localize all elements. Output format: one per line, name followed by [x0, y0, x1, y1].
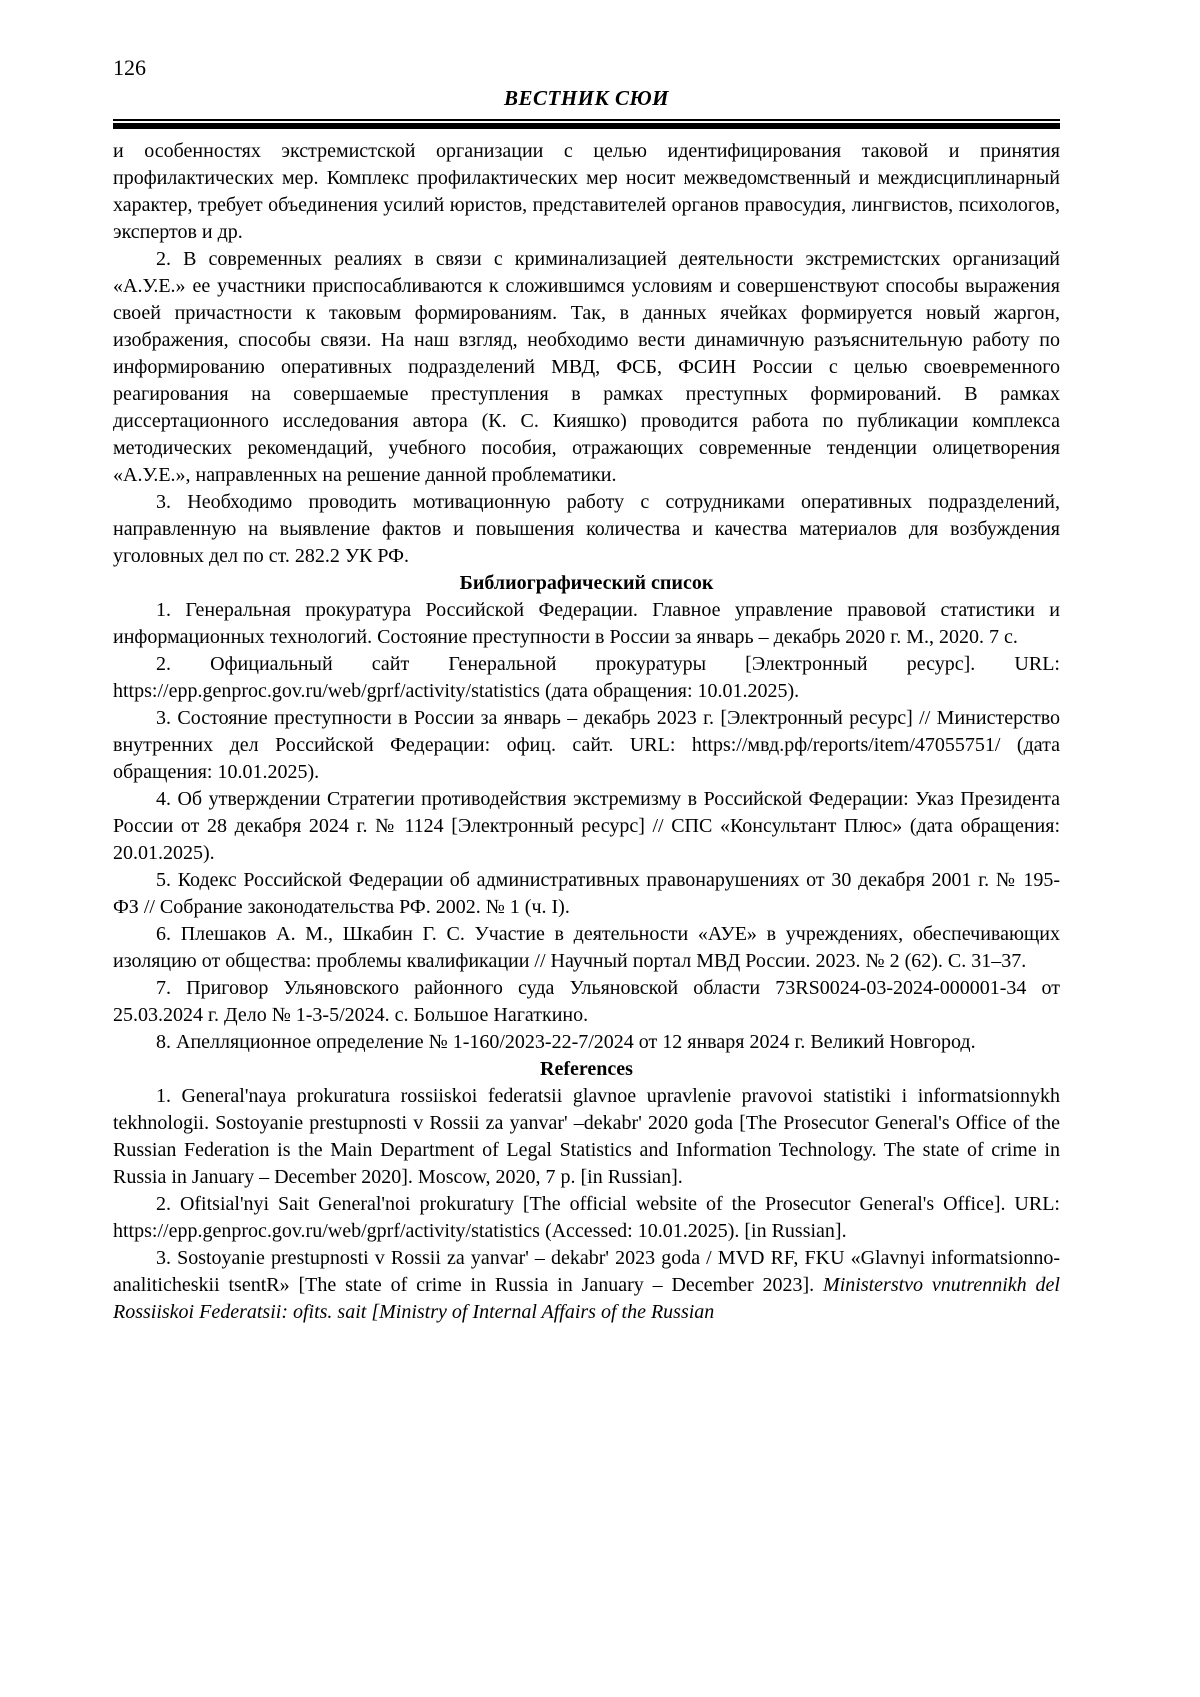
- article-body: [113, 138, 1060, 1326]
- bibliography-item: 1. Генеральная прокуратура Российской Федерации. Главное управление правовой статистики и информационных технологий. Состояние преступности в России за январь – декабрь 2020 г. М., 2020. 7 с.: [113, 599, 1060, 648]
- bibliography-item: 5. Кодекс Российской Федерации об административных правонарушениях от 30 декабря 2001 г. № 195-ФЗ // Собрание законодательства РФ. 2002. № 1 (ч. I).: [113, 869, 1060, 918]
- journal-title: ВЕСТНИК СЮИ: [503, 86, 670, 110]
- reference-item-italic-source: Ministerstvo vnutrennikh del Rossiiskoi Federatsii: ofits. sait [Ministry of Internal Affairs of the Russian: [113, 1274, 1060, 1323]
- header-divider-thick-line: [113, 123, 1060, 129]
- bibliography-item: 3. Состояние преступности в России за январь – декабрь 2023 г. [Электронный ресурс] // Министерство внутренних дел Российской Федерации: офиц. сайт. URL: https://мвд.рф/reports/item/47055751/ (дата обращения: 10.01.2025).: [113, 707, 1060, 783]
- bibliography-item: 8. Апелляционное определение № 1-160/2023-22-7/2024 от 12 января 2024 г. Великий Новгород.: [156, 1031, 976, 1053]
- bibliography-item: 4. Об утверждении Стратегии противодействия экстремизму в Российской Федерации: Указ Президента России от 28 декабря 2024 г. № 1124 [Электронный ресурс] // СПС «Консультант Плюс» (дата обращения: 20.01.2025).: [113, 788, 1060, 864]
- reference-item: [113, 1083, 1060, 1191]
- reference-item-text: 2. Ofitsial'nyi Sait General'noi prokuratury [The official website of the Prosecutor General's Office]. URL: https://epp.genproc.gov.ru/web/gprf/activity/statistics (Accessed: 10.01.2025). [in Russian].: [113, 1193, 1060, 1242]
- body-paragraph: 3. Необходимо проводить мотивационную работу с сотрудниками оперативных подразделений, направленную на выявление фактов и повышения количества и качества материалов для возбуждения уголовных дел по ст. 282.2 УК РФ.: [113, 491, 1060, 567]
- body-paragraph: и особенностях экстремистской организации с целью идентифицирования таковой и принятия профилактических мер. Комплекс профилактических мер носит межведомственный и междисциплинарный характер, требует объединения усилий юристов, представителей органов правосудия, лингвистов, психологов, экспертов и др.: [113, 140, 1060, 243]
- body-paragraph: 2. В современных реалиях в связи с криминализацией деятельности экстремистских организаций «А.У.Е.» ее участники приспосабливаются к сложившимся условиям и совершенствуют способы выражения своей причастности к таковым формированиям. Так, в данных ячейках формируется новый жаргон, изображения, способы связи. На наш взгляд, необходимо вести динамичную разъяснительную работу по информированию оперативных подразделений МВД, ФСБ, ФСИН России с целью своевременного реагирования на совершаемые преступления в рамках преступных формирований. В рамках диссертационного исследования автора (К. С. Кияшко) проводится работа по публикации комплекса методических рекомендаций, учебного пособия, отражающих современные тенденции олицетворения «А.У.Е.», направленных на решение данной проблематики.: [113, 248, 1060, 486]
- header-divider: [113, 119, 1060, 129]
- bibliography-item: 7. Приговор Ульяновского районного суда Ульяновской области 73RS0024-03-2024-000001-34 от 25.03.2024 г. Дело № 1-3-5/2024. с. Большое Нагаткино.: [113, 977, 1060, 1026]
- bibliography-item: 6. Плешаков А. М., Шкабин Г. С. Участие в деятельности «АУЕ» в учреждениях, обеспечивающих изоляцию от общества: проблемы квалификации // Научный портал МВД России. 2023. № 2 (62). С. 31–37.: [113, 923, 1060, 972]
- reference-item-text: 3. Sostoyanie prestupnosti v Rossii za yanvar' – dekabr' 2023 goda / MVD RF, FKU «Glavnyi informatsionno-analiticheskii tsentR» [The state of crime in Russia in January – December 2023].: [113, 1247, 1060, 1296]
- reference-item-text: 1. General'naya prokuratura rossiiskoi federatsii glavnoe upravlenie pravovoi statistiki i informatsionnykh tekhnologii. Sostoyanie prestupnosti v Rossii za yanvar' –dekabr' 2020 goda [The Prosecutor General's Office of the Russian Federation is the Main Department of Legal Statistics and Information Technology. The state of crime in Russia in January – December 2020]. Moscow, 2020, 7 p. [in Russian].: [113, 1085, 1060, 1188]
- page-number: 126: [113, 55, 146, 80]
- references-heading: References: [540, 1058, 633, 1080]
- reference-item: [113, 1191, 1060, 1245]
- reference-item: [113, 1245, 1060, 1326]
- bibliography-heading: Библиографический список: [459, 572, 714, 594]
- bibliography-item: 2. Официальный сайт Генеральной прокуратуры [Электронный ресурс]. URL: https://epp.genproc.gov.ru/web/gprf/activity/statistics (дата обращения: 10.01.2025).: [113, 653, 1060, 702]
